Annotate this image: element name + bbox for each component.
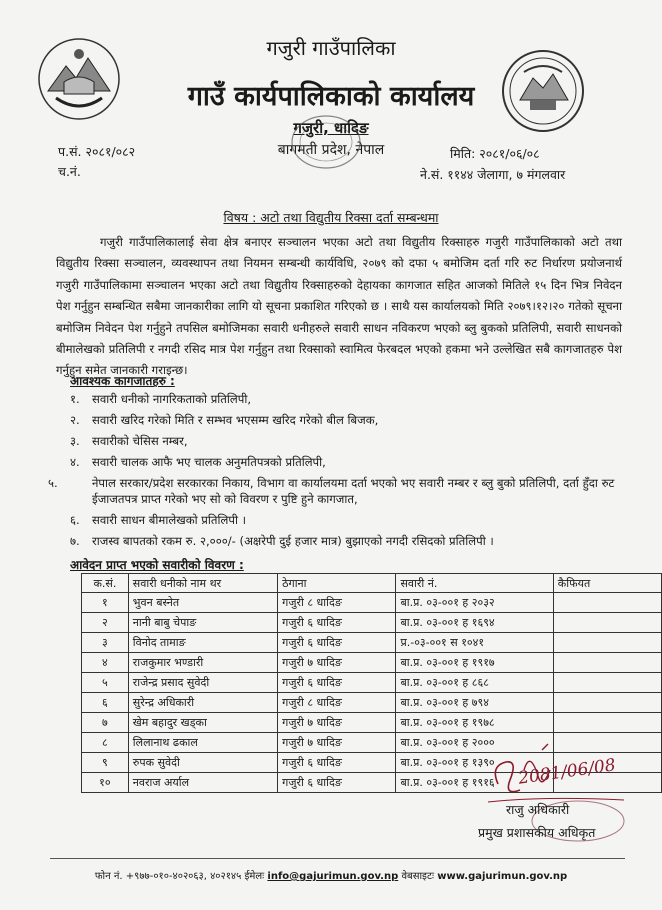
remarks bbox=[553, 593, 661, 613]
requirements-title: आवश्यक कागजातहरु : bbox=[70, 374, 175, 388]
remarks bbox=[553, 613, 661, 633]
column-header: कैफियत bbox=[553, 574, 661, 593]
row-serial: ८ bbox=[82, 733, 129, 753]
list-item: ४. सवारी चालक आफै भए चालक अनुमतिपत्रको प्रतिलिपी, bbox=[70, 455, 326, 469]
vehicle-number: बा.प्र. ०३-००१ ह २०३२ bbox=[396, 593, 553, 613]
owner-name: विनोद तामाङ bbox=[128, 633, 277, 653]
table-row bbox=[82, 673, 662, 693]
row-serial: १० bbox=[82, 773, 129, 793]
owner-address: गजुरी ७ धादिङ bbox=[278, 733, 396, 753]
list-item: ३. सवारीको चेसिस नम्बर, bbox=[70, 434, 188, 448]
row-serial: २ bbox=[82, 613, 129, 633]
vehicle-number: बा.प्र. ०३-००१ ह ८६८ bbox=[396, 673, 553, 693]
owner-address: गजुरी ८ धादिङ bbox=[278, 593, 396, 613]
owner-address: गजुरी ६ धादिङ bbox=[278, 673, 396, 693]
owner-address: गजुरी ८ धादिङ bbox=[278, 693, 396, 713]
vehicle-number: बा.प्र. ०३-००१ ह ७९४ bbox=[396, 693, 553, 713]
remarks bbox=[553, 713, 661, 733]
owner-address: गजुरी ६ धादिङ bbox=[278, 613, 396, 633]
owner-name: सुरेन्द्र अधिकारी bbox=[128, 693, 277, 713]
letter-date: मिति: २०८१/०६/०८ bbox=[450, 146, 540, 161]
subject-line: विषय : अटो तथा विद्युतीय रिक्सा दर्ता सम्बन्धमा bbox=[223, 210, 439, 225]
body-paragraph: गजुरी गाउँपालिकालाई सेवा क्षेत्र बनाएर सञ्चालन भएका अटो तथा विद्युतीय रिक्साहरु गजुरी गाउँपालिकाको अटो तथा विद्युतीय रिक्सा सञ्चालन, व्यवस्थापन तथा नियमन सम्बन्धी कार्यविधि, २०७९ को दफा ५ बमोजिम दर्ता गरि रुट निर्धारण प्रयोजनार्थ गजुरी गाउँपालिकामा सञ्चालन भएका अटो तथा विद्युतीय रिक्साहरुको देहायका कागजात सहित आजको मितिले १५ दिन भित्र निवेदन पेश गर्नुहुन सम्बन्धित सबैमा जानकारीका लागि यो सूचना प्रकाशित गरिएको छ । साथै यस कार्यालयको मिति २०७९।१२।२० गतेको सूचना बमोजिम निवेदन पेश गर्नुहुने तपसिल बमोजिमका सवारी धनीहरुले सवारी साधन नविकरण भएको ब्लु बुकको प्रतिलिपी, सवारी साधनको बीमालेखको प्रतिलिपी र नगदी रसिद मात्र पेश गर्नुहुन तथा रिक्साको स्वामित्व फेरबदल भएको हकमा भने उल्लेखित सबै कागजातहरु पेश गर्नुहुन समेत जानकारी गराइन्छ। bbox=[56, 235, 622, 378]
dispatch-number: च.नं. bbox=[58, 164, 81, 179]
signatory-name: राजु अधिकारी bbox=[506, 802, 570, 817]
footer-divider bbox=[50, 858, 625, 859]
vehicle-number: बा.प्र. ०३-००१ ह १९१६ bbox=[396, 773, 553, 793]
remarks bbox=[553, 693, 661, 713]
vehicle-number: बा.प्र. ०३-००१ ह १६९४ bbox=[396, 613, 553, 633]
footer-phone: फोन नं. +९७७-०१०-४०२०६३, ४०२१४५ bbox=[94, 871, 242, 882]
owner-address: गजुरी ६ धादिङ bbox=[278, 633, 396, 653]
remarks bbox=[553, 633, 661, 653]
owner-name: नवराज अर्याल bbox=[128, 773, 277, 793]
remarks bbox=[553, 653, 661, 673]
office-location: गजुरी, धादिङ bbox=[293, 119, 369, 137]
owner-name: रुपक सुवेदी bbox=[128, 753, 277, 773]
table-row bbox=[82, 693, 662, 713]
row-serial: ९ bbox=[82, 753, 129, 773]
nepal-samvat-date: ने.सं. ११४४ जेलागा, ७ मंगलवार bbox=[420, 167, 566, 182]
vehicle-number: बा.प्र. ०३-००१ ह १३९० bbox=[396, 753, 553, 773]
list-item: १. सवारी धनीको नागरिकताको प्रतिलिपी, bbox=[70, 392, 252, 406]
list-item: ७. राजस्व बापतको रकम रु. २,०००/- (अक्षरेपी दुई हजार मात्र) बुझाएको नगदी रसिदको प्रतिलिपी । bbox=[70, 534, 494, 548]
list-item: ५. नेपाल सरकार/प्रदेश सरकारका निकाय, विभाग वा कार्यालयमा दर्ता भएको भए सवारी नम्बर र ब्लु बुको प्रतिलिपी, दर्ता हुँदा रुट ईजाजतपत्र प्राप्त गरेको भए सो को विवरण र पुष्टि हुने कागजात, bbox=[48, 476, 615, 506]
owner-name: लिलानाथ ढकाल bbox=[128, 733, 277, 753]
row-serial: ३ bbox=[82, 633, 129, 653]
municipality-name: गजुरी गाउँपालिका bbox=[266, 36, 396, 60]
column-header: सवारी नं. bbox=[396, 574, 553, 593]
province-name: बागमती प्रदेश, नेपाल bbox=[277, 142, 385, 158]
owner-name: राजेन्द्र प्रसाद सुवेदी bbox=[128, 673, 277, 693]
owner-address: गजुरी ६ धादिङ bbox=[278, 753, 396, 773]
table-row bbox=[82, 633, 662, 653]
column-header: सवारी धनीको नाम थर bbox=[128, 574, 277, 593]
vehicle-number: बा.प्र. ०३-००१ ह २००० bbox=[396, 733, 553, 753]
row-serial: ५ bbox=[82, 673, 129, 693]
vehicle-number: बा.प्र. ०३-००१ ह १९७८ bbox=[396, 713, 553, 733]
row-serial: ६ bbox=[82, 693, 129, 713]
row-serial: ४ bbox=[82, 653, 129, 673]
owner-address: गजुरी ७ धादिङ bbox=[278, 653, 396, 673]
footer-email[interactable]: info@gajurimun.gov.np bbox=[267, 871, 399, 882]
office-stamp-icon bbox=[288, 112, 364, 172]
owner-name: खेम बहादुर खड्का bbox=[128, 713, 277, 733]
owner-name: नानी बाबु चेपाङ bbox=[128, 613, 277, 633]
table-row bbox=[82, 593, 662, 613]
footer bbox=[0, 868, 662, 882]
list-item: ६. सवारी साधन बीमालेखको प्रतिलिपी । bbox=[70, 513, 247, 527]
table-header-row bbox=[82, 574, 662, 593]
signatory-title: प्रमुख प्रशासकीय अधिकृत bbox=[478, 825, 596, 840]
remarks bbox=[553, 673, 661, 693]
footer-website-label: वेबसाइटः bbox=[401, 871, 435, 882]
vehicles-table-title: आवेदन प्राप्त भएको सवारीको विवरण : bbox=[70, 558, 244, 572]
table-row bbox=[82, 613, 662, 633]
requirements-list bbox=[48, 391, 620, 549]
row-serial: १ bbox=[82, 593, 129, 613]
office-name: गाउँ कार्यपालिकाको कार्यालय bbox=[187, 81, 475, 112]
owner-name: भुवन बस्नेत bbox=[128, 593, 277, 613]
owner-address: गजुरी ७ धादिङ bbox=[278, 713, 396, 733]
footer-email-label: ईमेलः bbox=[244, 871, 265, 882]
owner-address: गजुरी ६ धादिङ bbox=[278, 773, 396, 793]
vehicle-number: बा.प्र. ०३-००१ ह १९१७ bbox=[396, 653, 553, 673]
signature-date: 2081/06/08 bbox=[517, 755, 617, 789]
footer-website[interactable]: www.gajurimun.gov.np bbox=[437, 871, 568, 882]
table-row bbox=[82, 713, 662, 733]
table-row bbox=[82, 653, 662, 673]
row-serial: ७ bbox=[82, 713, 129, 733]
list-item: २. सवारी खरिद गरेको मिति र सम्भव भएसम्म खरिद गरेको बील बिजक, bbox=[70, 413, 379, 427]
vehicle-number: प्र.-०३-००१ स १०४१ bbox=[396, 633, 553, 653]
reference-number: प.सं. २०८१/०८२ bbox=[58, 144, 136, 159]
column-header: क.सं. bbox=[82, 574, 129, 593]
column-header: ठेगाना bbox=[278, 574, 396, 593]
owner-name: राजकुमार भण्डारी bbox=[128, 653, 277, 673]
